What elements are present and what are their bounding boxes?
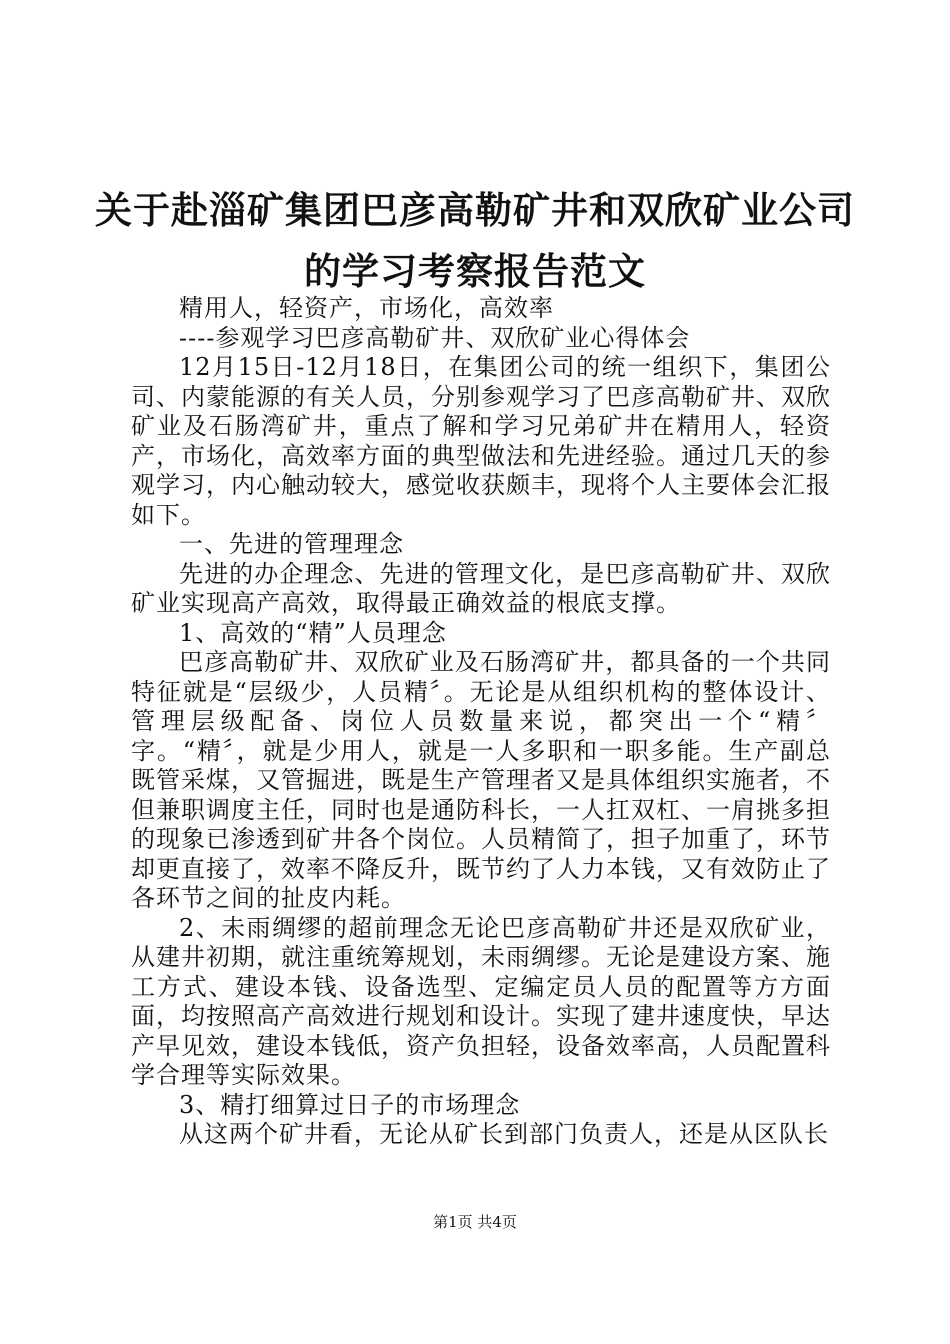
paragraph-section-1: 先进的办企理念、先进的管理文化，是巴彦高勒矿井、双欣矿业实现高产高效，取得最正确效益的根底支撑。 xyxy=(131,559,831,617)
paragraph-subsection-2: 2、未雨绸缪的超前理念无论巴彦高勒矿井还是双欣矿业，从建井初期，就注重统筹规划，未雨绸缪。无论是建设方案、施工方式、建设本钱、设备选型、定编定员人员的配置等方方面面，均按照高产高效进行规划和设计。实现了建井速度快，早达产早见效，建设本钱低，资产负担轻，设备效率高，人员配置科学合理等实际效果。 xyxy=(131,913,831,1089)
paragraph-subtitle: ----参观学习巴彦高勒矿井、双欣矿业心得体会 xyxy=(179,323,691,352)
subheading-3: 3、精打细算过日子的市场理念 xyxy=(179,1090,521,1119)
subheading-1: 1、高效的“精”人员理念 xyxy=(179,618,447,647)
paragraph-subsection-1: 巴彦高勒矿井、双欣矿业及石肠湾矿井，都具备的一个共同特征就是“层级少，人员精〞。无论是从组织机构的整体设计、管理层级配备、岗位人员数量来说，都突出一个“精〞字。“精〞，就是少用人，就是一人多职和一职多能。生产副总既管采煤，又管掘进，既是生产管理者又是具体组织实施者，不但兼职调度主任，同时也是通防科长，一人扛双杠、一肩挑多担的现象已渗透到矿井各个岗位。人员精简了，担子加重了，环节却更直接了，效率不降反升，既节约了人力本钱，又有效防止了各环节之间的扯皮内耗。 xyxy=(131,648,831,912)
document-body xyxy=(131,294,831,1150)
paragraph-subsection-3: 从这两个矿井看，无论从矿长到部门负责人，还是从区队长 xyxy=(179,1120,829,1148)
document-title-line-1: 关于赴淄矿集团巴彦高勒矿井和双欣矿业公司 xyxy=(95,188,855,232)
page-footer: 第1页 共4页 xyxy=(433,1213,517,1231)
section-heading-1: 一、先进的管理理念 xyxy=(179,530,404,558)
paragraph-intro: 12月15日-12月18日，在集团公司的统一组织下，集团公司、内蒙能源的有关人员，分别参观学习了巴彦高勒矿井、双欣矿业及石肠湾矿井，重点了解和学习兄弟矿井在精用人，轻资产，市场化，高效率方面的典型做法和先进经验。通过几天的参观学习，内心触动较大，感觉收获颇丰，现将个人主要体会汇报如下。 xyxy=(131,353,831,529)
paragraph-motto: 精用人，轻资产，市场化，高效率 xyxy=(179,294,554,322)
document-title-line-2: 的学习考察报告范文 xyxy=(304,249,646,293)
